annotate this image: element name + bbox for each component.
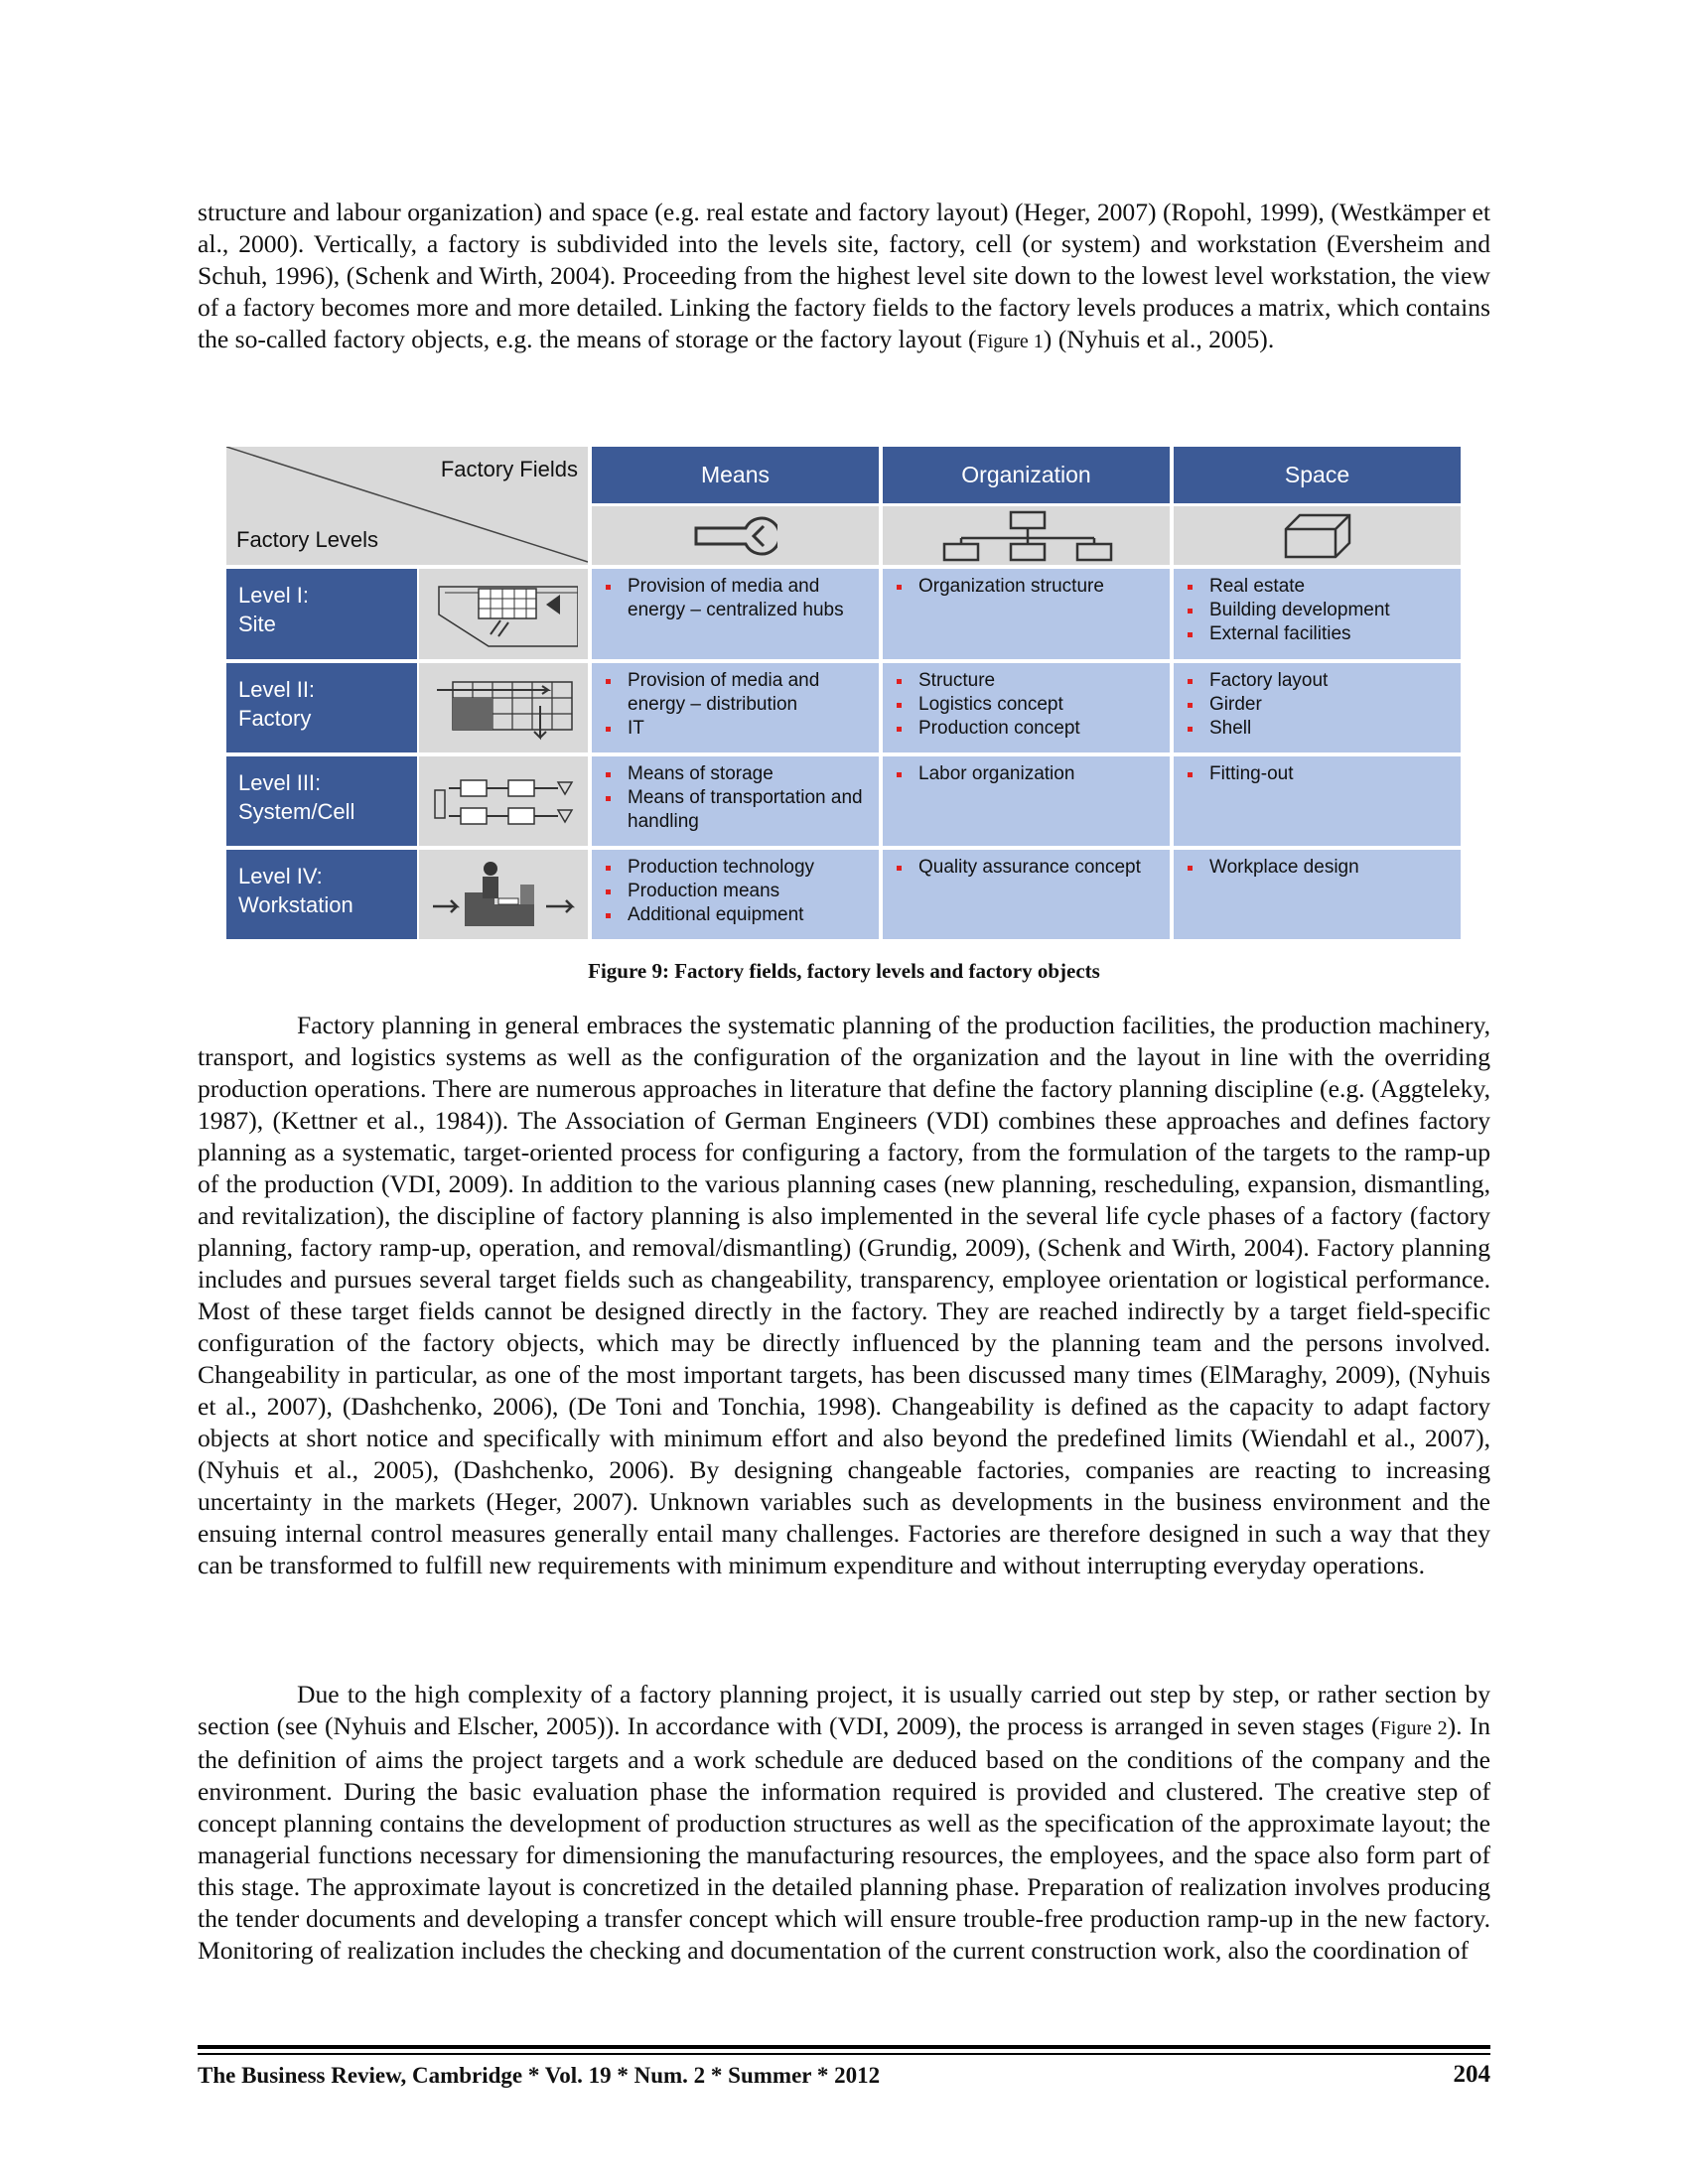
conveyor-system-icon <box>419 756 588 846</box>
factory-levels-label: Factory Levels <box>236 527 379 552</box>
list-item: Production technology <box>604 856 871 880</box>
cube-icon <box>1174 506 1461 565</box>
matrix-corner-header <box>226 447 588 565</box>
body-paragraph-1 <box>198 197 1490 357</box>
level-number: Level I: <box>238 583 309 608</box>
level-1-label <box>226 569 417 659</box>
cell-system-organization <box>883 756 1170 846</box>
paragraph-text: structure and labour organization) and space (e.g. real estate and factory layout) (Heger, 2007) (Ropohl, 1999), (Westkämper et al., 2000). Vertically, a factory is subdivided into the levels site, factory, cell (or system) and workstation (Eversheim and Schuh, 1996), (Schenk and Wirth, 2004). Proceeding from the highest level site down to the lowest level workstation, the view of a factory becomes more and more detailed. Linking the factory fields to the factory levels produces a matrix, which contains the so-called factory objects, e.g. the means of storage or the factory layout ( <box>198 198 1490 353</box>
level-title: System/Cell <box>238 799 355 824</box>
column-header-organization: Organization <box>883 447 1170 503</box>
list-item: Structure <box>895 669 1162 693</box>
list-item: Quality assurance concept <box>895 856 1162 880</box>
list-item: Workplace design <box>1186 856 1453 880</box>
level-3-label <box>226 756 417 846</box>
cell-system-space <box>1174 756 1461 846</box>
level-4-label <box>226 850 417 939</box>
level-2-label <box>226 663 417 752</box>
level-number: Level III: <box>238 770 322 795</box>
footer-rule-thick <box>198 2045 1490 2049</box>
list-item: Labor organization <box>895 762 1162 786</box>
factory-layout-icon <box>419 663 588 752</box>
cell-workstation-organization <box>883 850 1170 939</box>
page-number: 204 <box>1453 2061 1490 2088</box>
list-item: External facilities <box>1186 622 1453 646</box>
list-item: Production means <box>604 880 871 903</box>
figure-caption: Figure 9: Factory fields, factory levels and factory objects <box>588 959 1100 983</box>
list-item: Fitting-out <box>1186 762 1453 786</box>
org-chart-icon <box>883 506 1170 565</box>
footer-rule-thin <box>198 2053 1490 2055</box>
cell-factory-means <box>592 663 879 752</box>
level-title: Workstation <box>238 892 353 917</box>
list-item: Means of storage <box>604 762 871 786</box>
workstation-icon <box>419 850 588 939</box>
cell-workstation-means <box>592 850 879 939</box>
list-item: IT <box>604 717 871 741</box>
list-item: Means of transportation and handling <box>604 786 871 834</box>
paragraph-text: Due to the high complexity of a factory planning project, it is usually carried out step by step, or rather section by section (see (Nyhuis and Elscher, 2005)). In accordance with (VDI, 2009), the process is arranged in seven stages ( <box>198 1680 1490 1740</box>
level-number: Level IV: <box>238 864 323 888</box>
cell-factory-space <box>1174 663 1461 752</box>
level-title: Factory <box>238 706 312 731</box>
list-item: Provision of media and energy – distribution <box>604 669 871 717</box>
list-item: Logistics concept <box>895 693 1162 717</box>
list-item: Shell <box>1186 717 1453 741</box>
cell-system-means <box>592 756 879 846</box>
cell-workstation-space <box>1174 850 1461 939</box>
cell-factory-organization <box>883 663 1170 752</box>
figure-reference[interactable]: Figure 1 <box>976 331 1044 352</box>
column-header-space: Space <box>1174 447 1461 503</box>
factory-matrix-figure <box>226 447 1477 943</box>
level-number: Level II: <box>238 677 316 702</box>
wrench-icon <box>592 506 879 565</box>
cell-site-means <box>592 569 879 659</box>
cell-site-organization <box>883 569 1170 659</box>
factory-fields-label: Factory Fields <box>440 457 578 481</box>
list-item: Girder <box>1186 693 1453 717</box>
footer-journal: The Business Review, Cambridge * Vol. 19 * Num. 2 * Summer * 2012 <box>198 2063 881 2088</box>
paragraph-text: ) (Nyhuis et al., 2005). <box>1043 325 1275 353</box>
list-item: Factory layout <box>1186 669 1453 693</box>
list-item: Production concept <box>895 717 1162 741</box>
level-title: Site <box>238 612 276 636</box>
site-plan-icon <box>419 569 588 659</box>
column-header-means: Means <box>592 447 879 503</box>
list-item: Building development <box>1186 599 1453 622</box>
list-item: Additional equipment <box>604 903 871 927</box>
list-item: Organization structure <box>895 575 1162 599</box>
list-item: Provision of media and energy – centralized hubs <box>604 575 871 622</box>
list-item: Real estate <box>1186 575 1453 599</box>
cell-site-space <box>1174 569 1461 659</box>
body-paragraph-3 <box>198 1679 1490 1967</box>
paragraph-text: ). In the definition of aims the project targets and a work schedule are deduced based on the conditions of the company and the environment. During the basic evaluation phase the information required is provided and clustered. The creative step of concept planning contains the development of production structures as well as the specification of the approximate layout; the managerial functions necessary for dimensioning the manufacturing resources, the employees, and the space also form part of this stage. The approximate layout is concretized in the detailed planning phase. Preparation of realization involves producing the tender documents and developing a transfer concept which will ensure trouble-free production ramp-up in the new factory. Monitoring of realization includes the checking and documentation of the current construction work, also the coordination of <box>198 1711 1491 1965</box>
figure-reference[interactable]: Figure 2 <box>1379 1717 1448 1739</box>
body-paragraph-2: Factory planning in general embraces the systematic planning of the production facilities, the production machinery, transport, and logistics systems as well as the configuration of the organization and the layout in line with the overriding production operations. There are numerous approaches in literature that define the factory planning discipline (e.g. (Aggteleky, 1987), (Kettner et al., 1984)). The Association of German Engineers (VDI) combines these approaches and defines factory planning as a systematic, target-oriented process for configuring a factory, from the formulation of the targets to the ramp-up of the production (VDI, 2009). In addition to the various planning cases (new planning, rescheduling, expansion, dismantling, and revitalization), the discipline of factory planning is also implemented in the several life cycle phases of a factory (factory planning, factory ramp-up, operation, and removal/dismantling) (Grundig, 2009), (Schenk and Wirth, 2004). Factory planning includes and pursues several target fields such as changeability, transparency, employee orientation or logistical performance. Most of these target fields cannot be designed directly in the factory. They are reached indirectly by a target field-specific configuration of the factory objects, which may be directly influenced by the planning team and the persons involved. Changeability in particular, as one of the most important targets, has been discussed many times (ElMaraghy, 2009), (Nyhuis et al., 2007), (Dashchenko, 2006), (De Toni and Tonchia, 1998). Changeability is defined as the capacity to adapt factory objects at short notice and specifically with minimum effort and also beyond the predefined limits (Wiendahl et al., 2007), (Nyhuis et al., 2005), (Dashchenko, 2006). By designing changeable factories, companies are reacting to increasing uncertainty in the markets (Heger, 2007). Unknown variables such as developments in the business environment and the ensuing internal control measures generally entail many challenges. Factories are therefore designed in such a way that they can be transformed to fulfill new requirements with minimum expenditure and without interrupting everyday operations. <box>198 1011 1490 1579</box>
